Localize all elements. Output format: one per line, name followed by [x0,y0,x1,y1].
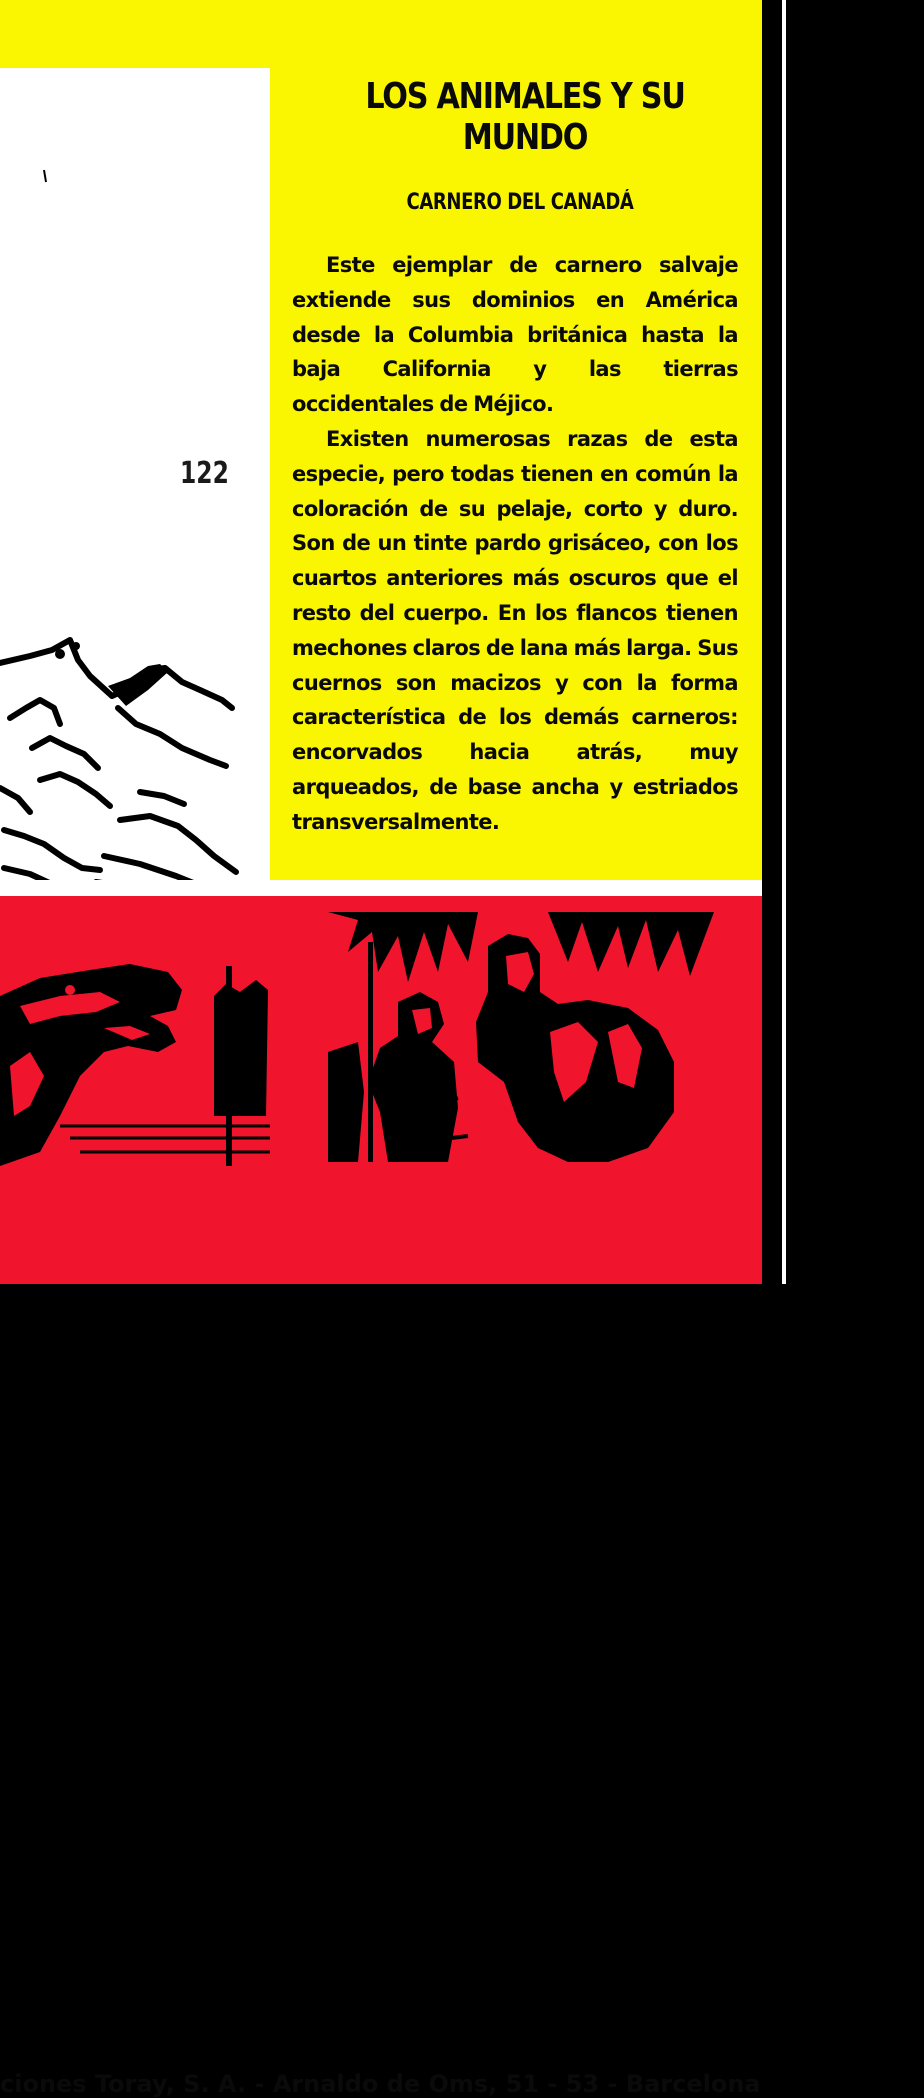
sketch-mark [40,168,52,188]
warriors-illustration [328,912,714,1164]
white-stripe [0,880,762,896]
dinosaur-illustration [0,956,280,1176]
card-number: 122 [180,456,229,491]
divider-line [782,0,786,1284]
article-paragraph: Este ejemplar de carnero salvaje extiende sus dominios en América desde la Columbia británica hasta la baja California y las tierras occidentales de Méjico. [292,253,738,417]
article-paragraph: Existen numerosas razas de esta especie, pero todas tienen en común la coloración de su pelaje, corto y duro. Son de un tinte pardo grisáceo, con los cuartos anteriores más oscuros que el resto del cuerpo. En los flancos tienen mechones claros de lana más larga. Sus cuernos son macizos y con la forma característica de los demás carneros: encorvados hacia atrás, muy arqueados, de base ancha y estriados transversalmente. [292,426,738,834]
article-body [292,248,738,840]
trading-card [0,68,270,950]
article-heading: CARNERO DEL CANADÁ [406,190,634,215]
red-footer-band [0,896,762,2098]
publisher-imprint: ciones Toray, S. A. - Arnaldo de Oms, 51 - 53 - Barcelona [0,2070,761,2098]
series-title: LOS ANIMALES Y SU MUNDO [365,76,685,158]
